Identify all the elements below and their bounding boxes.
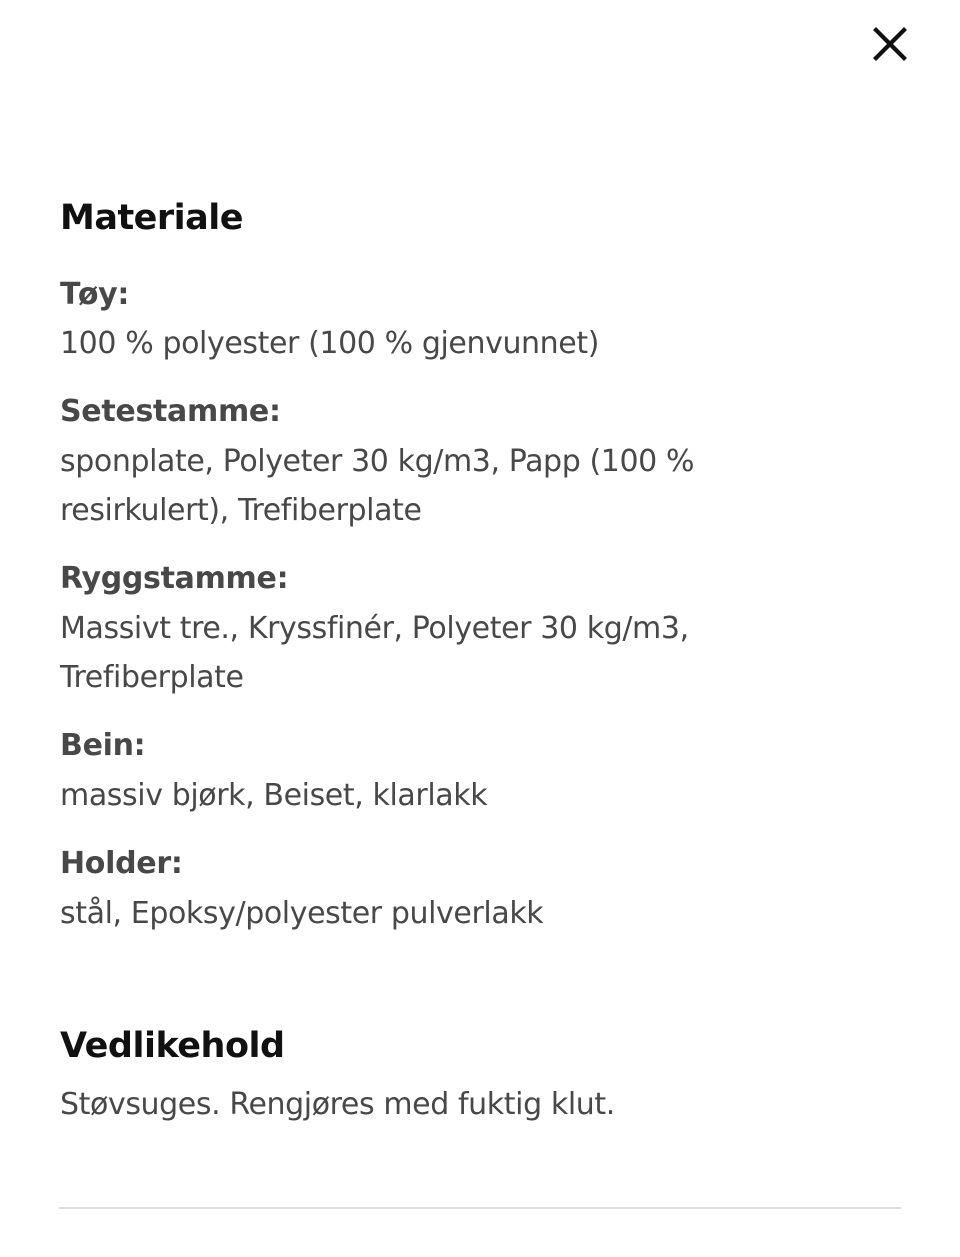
material-value: Trefiberplate: [60, 660, 244, 695]
care-title: Vedlikehold: [60, 1026, 285, 1066]
material-value: resirkulert), Trefiberplate: [60, 493, 422, 528]
close-button[interactable]: [866, 20, 914, 68]
material-value: sponplate, Polyeter 30 kg/m3, Papp (100 %: [60, 444, 695, 479]
material-value: stål, Epoksy/polyester pulverlakk: [60, 896, 544, 931]
material-value: massiv bjørk, Beiset, klarlakk: [60, 778, 488, 813]
close-icon: [873, 27, 907, 61]
care-instructions: Støvsuges. Rengjøres med fuktig klut.: [60, 1087, 615, 1122]
material-label: Tøy:: [60, 277, 130, 312]
material-label: Ryggstamme:: [60, 561, 289, 596]
section-divider: [59, 1207, 901, 1209]
material-label: Setestamme:: [60, 394, 281, 429]
material-label: Bein:: [60, 728, 146, 763]
material-label: Holder:: [60, 846, 183, 881]
material-value: Massivt tre., Kryssfinér, Polyeter 30 kg/m3,: [60, 611, 689, 646]
materials-title: Materiale: [60, 198, 244, 238]
material-value: 100 % polyester (100 % gjenvunnet): [60, 326, 600, 361]
